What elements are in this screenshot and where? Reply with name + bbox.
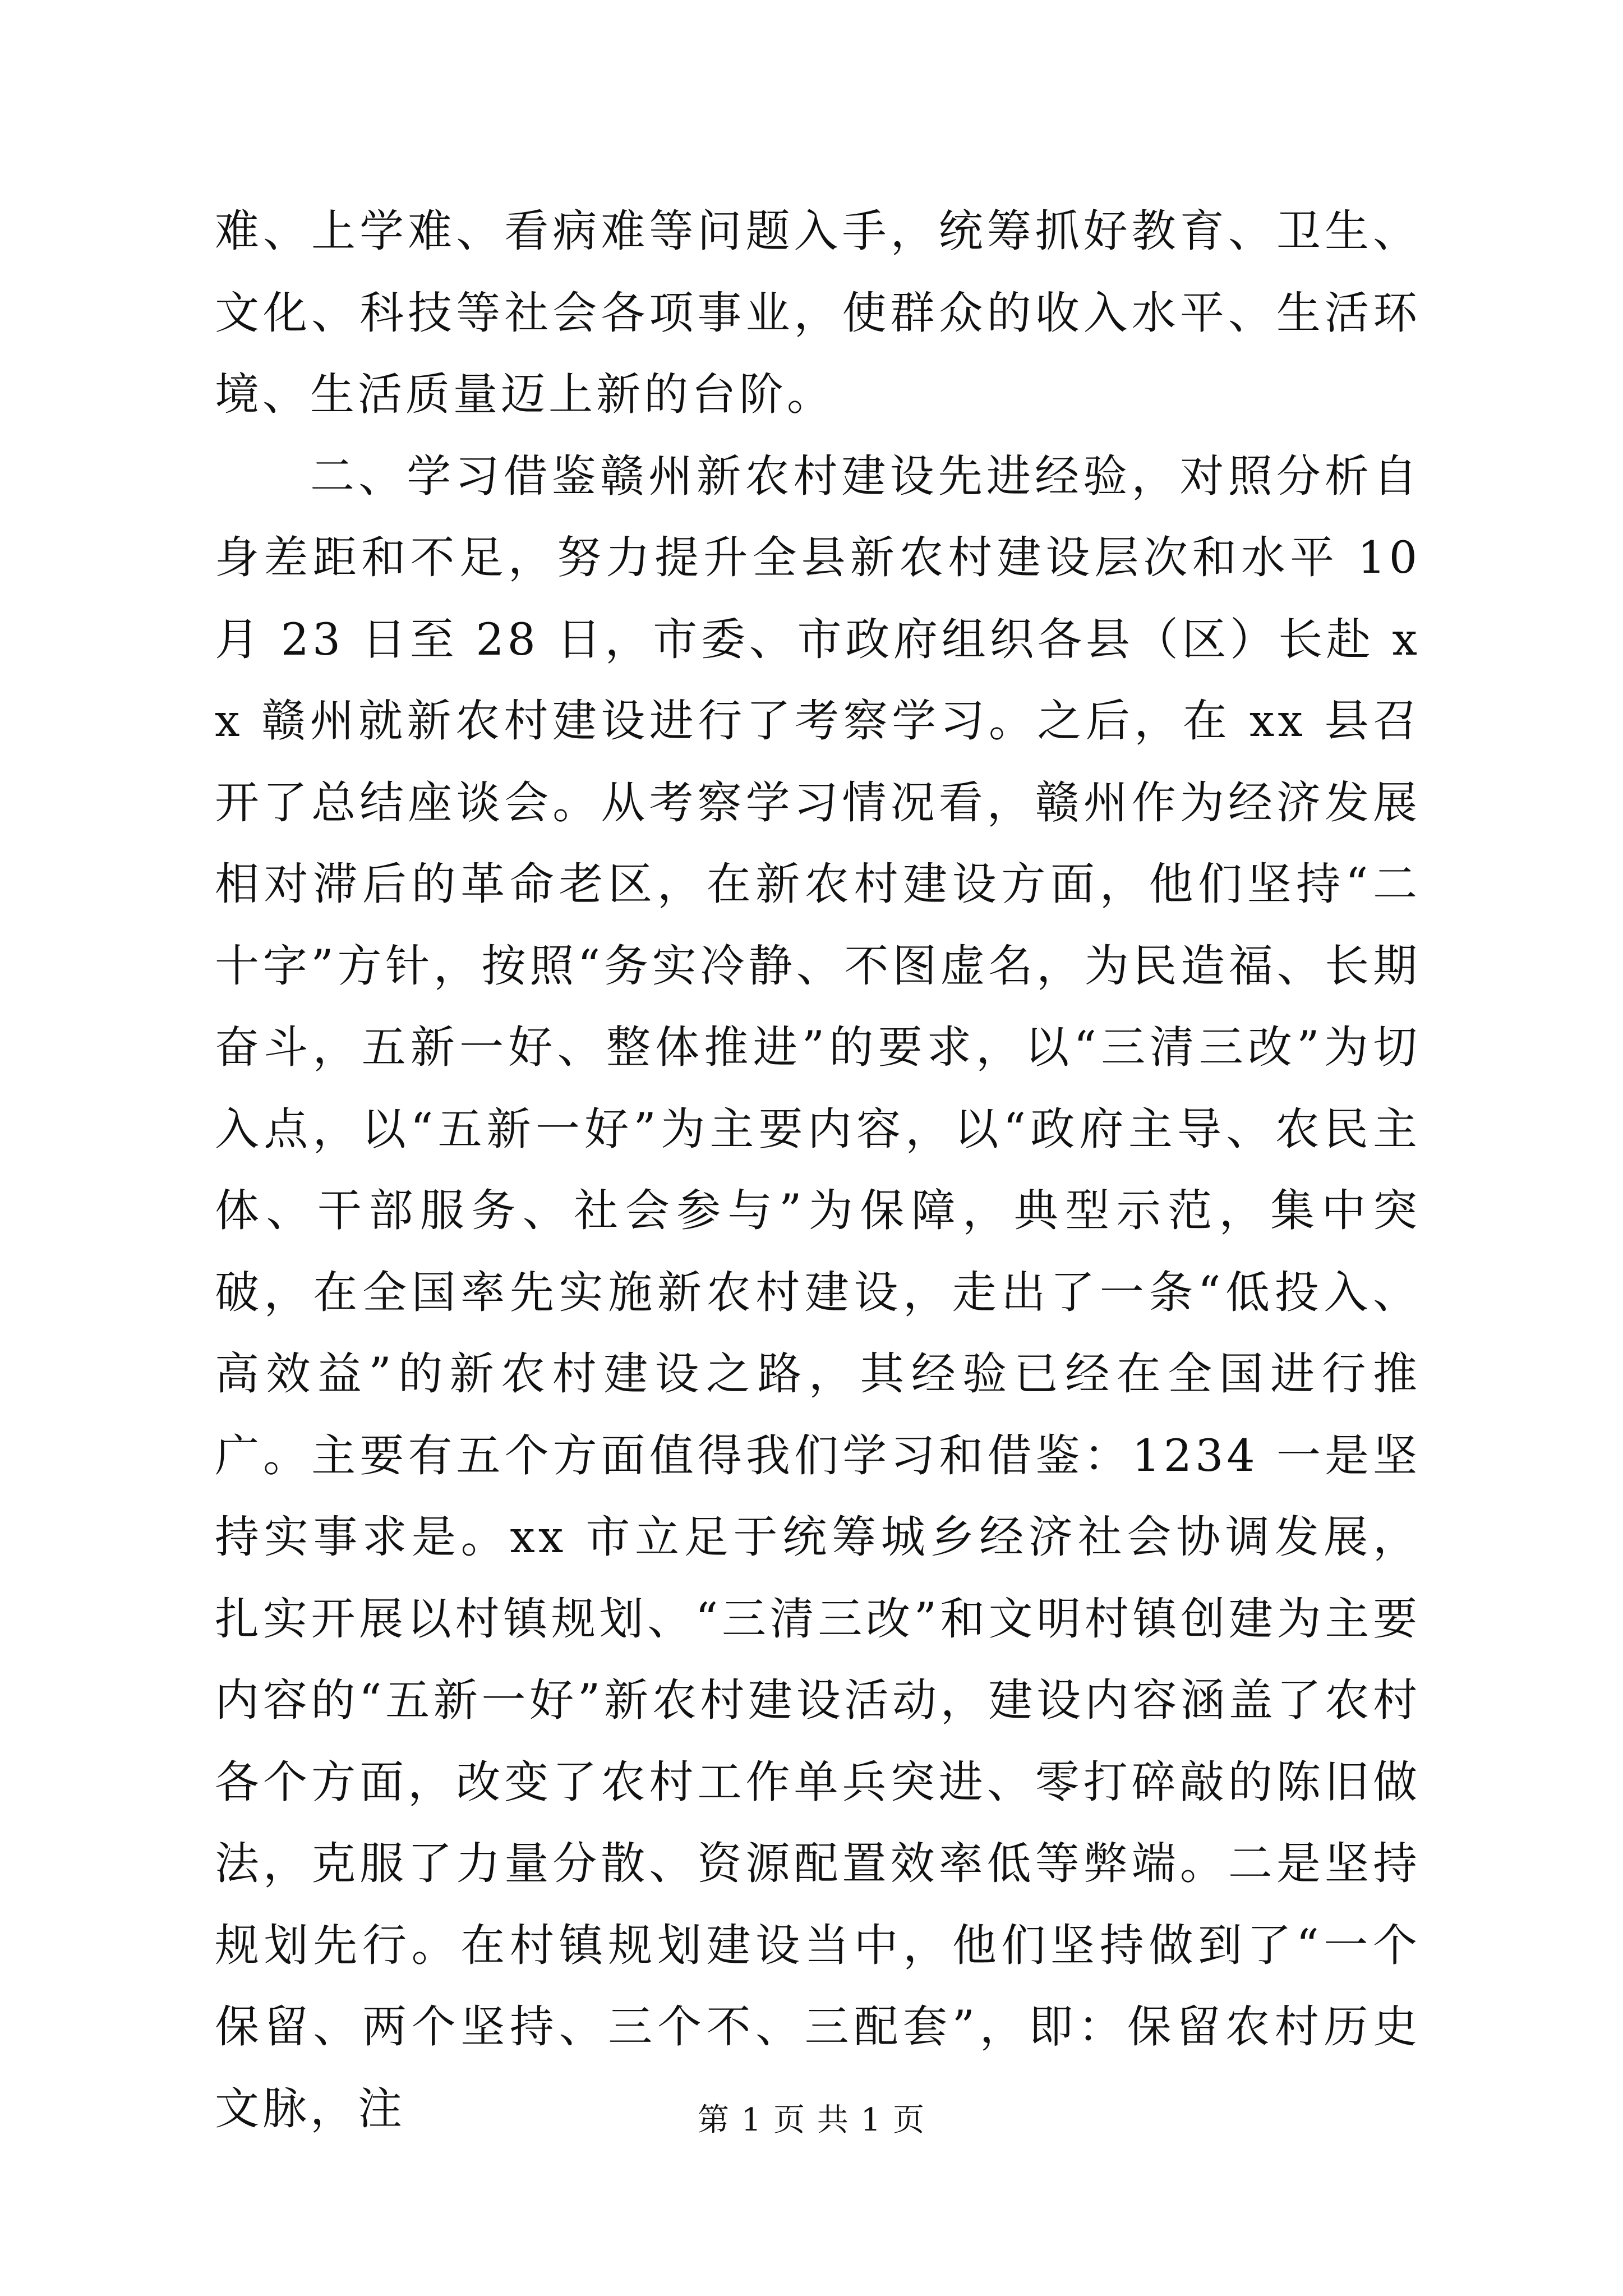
document-body — [215, 191, 1421, 2150]
page-footer: 第 1 页 共 1 页 — [697, 2102, 926, 2138]
paragraph-2: 二、学习借鉴赣州新农村建设先进经验，对照分析自身差距和不足，努力提升全县新农村建设层次和水平 10 月 23 日至 28 日，市委、市政府组织各县（区）长赴 xx 赣州就新农村建设进行了考察学习。之后，在 xx 县召开了总结座谈会。从考察学习情况看，赣州作为经济发展相对滞后的革命老区，在新农村建设方面，他们坚持“二十字”方针，按照“务实冷静、不图虚名，为民造福、长期奋斗，五新一好、整体推进”的要求，以“三清三改”为切入点，以“五新一好”为主要内容，以“政府主导、农民主体、干部服务、社会参与”为保障，典型示范，集中突破，在全国率先实施新农村建设，走出了一条“低投入、高效益”的新农村建设之路，其经验已经在全国进行推广。主要有五个方面值得我们学习和借鉴：1234 一是坚持实事求是。xx 市立足于统筹城乡经济社会协调发展，扎实开展以村镇规划、“三清三改”和文明村镇创建为主要内容的“五新一好”新农村建设活动，建设内容涵盖了农村各个方面，改变了农村工作单兵突进、零打碎敲的陈旧做法，克服了力量分散、资源配置效率低等弊端。二是坚持规划先行。在村镇规划建设当中，他们坚持做到了“一个保留、两个坚持、三个不、三配套”，即：保留农村历史文脉，注 — [215, 450, 1421, 2134]
paragraph-1: 难、上学难、看病难等问题入手，统筹抓好教育、卫生、文化、科技等社会各项事业，使群众的收入水平、生活环境、生活质量迈上新的台阶。 — [215, 205, 1421, 420]
